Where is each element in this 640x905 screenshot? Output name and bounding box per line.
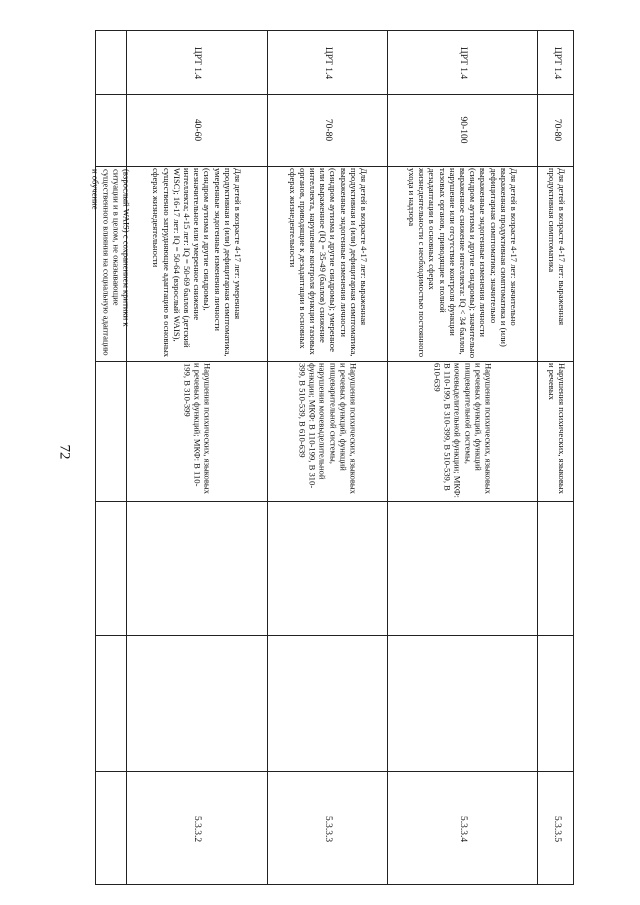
code-cell: ЦРТ 1.4 xyxy=(551,46,562,79)
table-row xyxy=(538,31,575,884)
percent-cell: 90-100 xyxy=(457,116,468,144)
page-number: 72 xyxy=(56,444,73,460)
code-cell: ЦРТ 1.4 xyxy=(322,46,333,79)
criteria-cell: Для детей в возрасте 4-17 лет: выраженная продуктивная симптоматика xyxy=(546,167,567,325)
percent-cell: 40-60 xyxy=(192,118,203,142)
criteria-cell: (взрослый WAIS) с сохранением критики к ситуации и в целом, не оказывающие существенного влияния на социальную адаптацию и обучение xyxy=(90,168,132,356)
table-row xyxy=(90,31,132,884)
impairment-cell: Нарушения психических, языковых и речевых функций, функций пищеварительной системы, нарушения мочевыделительной функции; МКФ: B 110-199, B 310-399, B 510-539, B 610-639 xyxy=(297,363,359,494)
table-row xyxy=(268,31,388,884)
row-number-cell: 5.3.3.4 xyxy=(457,815,468,842)
criteria-cell: Для детей в возрасте 4-17 лет: выраженная продуктивная и (или) дефицитарная симптоматика, выраженные эндогенные изменения личности (синдром аутизма и другие синдромы); умеренное или выраженное (IQ = 35-49 (баллов) снижение интеллекта, нарушение контроля функции тазовых органов, приводящие к дезадаптации в основных сферах жизнедеятельности xyxy=(286,167,369,356)
document-table xyxy=(90,30,574,885)
row-number-cell: 5.3.3.3 xyxy=(322,815,333,842)
impairment-cell: Нарушения психических, языковых и речевых функций, функций пищеварительной системы, мочевыделительной функции; МКФ: B 110-199, B 310-399, B 510-539, B 610-639 xyxy=(432,363,494,498)
impairment-cell: Нарушения психических, языковых и речевых функций; МКФ: B 110-199, B 310-399 xyxy=(181,363,213,494)
table-row xyxy=(127,31,268,884)
impairment-cell: Нарушения психических, языковых и речевых xyxy=(546,363,567,494)
code-cell: ЦРТ 1.4 xyxy=(192,46,203,79)
percent-cell: 70-80 xyxy=(551,118,562,142)
percent-cell: 70-80 xyxy=(322,118,333,142)
criteria-cell: Для детей в возрасте 4-17 лет: умеренная продуктивная и (или) дефицитарная симптоматика, умеренные эндогенные изменения личности (синдром аутизма и другие синдромы), незначительное или умеренное снижение интеллекта; 4-15 лет: IQ = 50-69 баллов (детский WISC); 16-17 лет: IQ = 50-64 (взрослый WAIS), существенно затрудняющие адаптацию в основных сферах жизнедеятельности xyxy=(151,167,243,357)
code-cell: ЦРТ 1.4 xyxy=(457,46,468,79)
row-number-cell: 5.3.3.2 xyxy=(192,815,203,842)
table-row xyxy=(388,31,538,884)
row-number-cell: 5.3.3.5 xyxy=(551,815,562,842)
criteria-cell: Для детей в возрасте 4-17 лет: значительно выраженная продуктивная симптоматика и (или) дефицитарная симптоматика; значительно выраженные эндогенные изменения личности (синдром аутизма и другие синдромы); значительно выраженное снижение интеллекта: IQ < 34 баллов, нарушение или отсутствие контроля функции тазовых органов, приводящие к полной дезадаптации в основных сферах жизнедеятельности с необходимостью постоянного ухода и надзора xyxy=(406,167,519,358)
